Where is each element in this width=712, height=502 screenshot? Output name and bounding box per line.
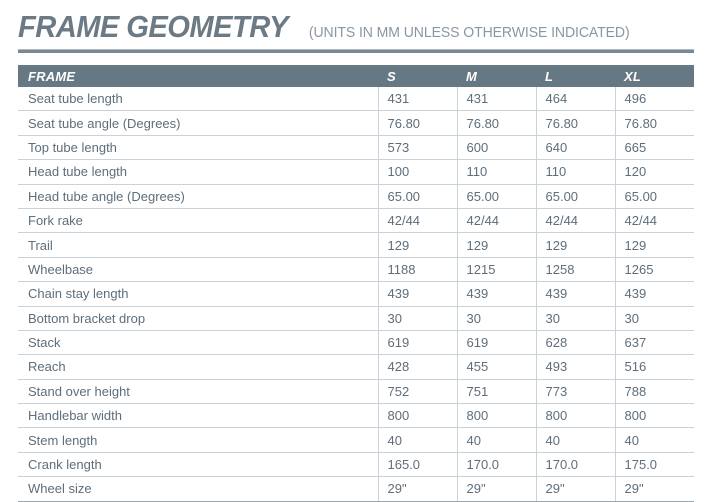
row-label: Seat tube length	[18, 87, 378, 111]
row-value: 40	[536, 428, 615, 452]
row-value: 619	[457, 330, 536, 354]
row-value: 76.80	[457, 111, 536, 135]
table-header	[18, 65, 694, 87]
row-value: 773	[536, 379, 615, 403]
row-value: 40	[615, 428, 694, 452]
table-row	[18, 111, 694, 135]
column-header-l: L	[545, 68, 554, 84]
row-label: Head tube angle (Degrees)	[18, 184, 378, 208]
table-row	[18, 184, 694, 208]
column-header-frame: FRAME	[28, 68, 76, 84]
row-value: 752	[378, 379, 457, 403]
row-value: 42/44	[457, 208, 536, 232]
row-value: 1258	[536, 257, 615, 281]
page-title-block	[18, 0, 694, 53]
row-value: 42/44	[378, 208, 457, 232]
row-label: Stem length	[18, 428, 378, 452]
row-label: Wheelbase	[18, 257, 378, 281]
row-label: Trail	[18, 233, 378, 257]
row-value: 464	[536, 87, 615, 111]
table-row	[18, 257, 694, 281]
row-label: Wheel size	[18, 477, 378, 501]
row-value: 165.0	[378, 452, 457, 476]
table-row	[18, 330, 694, 354]
row-value: 431	[457, 87, 536, 111]
table-row	[18, 452, 694, 476]
table-row	[18, 428, 694, 452]
row-value: 76.80	[378, 111, 457, 135]
row-value: 65.00	[615, 184, 694, 208]
row-value: 170.0	[536, 452, 615, 476]
row-value: 29"	[615, 477, 694, 501]
row-value: 665	[615, 135, 694, 159]
row-label: Top tube length	[18, 135, 378, 159]
row-value: 431	[378, 87, 457, 111]
row-value: 1215	[457, 257, 536, 281]
row-value: 100	[378, 160, 457, 184]
row-value: 42/44	[536, 208, 615, 232]
row-value: 439	[615, 282, 694, 306]
row-value: 29"	[536, 477, 615, 501]
table-row	[18, 477, 694, 501]
row-value: 439	[457, 282, 536, 306]
row-value: 640	[536, 135, 615, 159]
table-row	[18, 379, 694, 403]
table-row	[18, 306, 694, 330]
row-value: 110	[536, 160, 615, 184]
row-label: Head tube length	[18, 160, 378, 184]
row-value: 800	[615, 404, 694, 428]
row-value: 129	[457, 233, 536, 257]
page-title: FRAME GEOMETRY	[18, 9, 289, 44]
row-value: 65.00	[378, 184, 457, 208]
row-value: 40	[378, 428, 457, 452]
row-value: 76.80	[615, 111, 694, 135]
row-value: 30	[536, 306, 615, 330]
row-value: 439	[536, 282, 615, 306]
row-value: 637	[615, 330, 694, 354]
column-header-xl: XL	[624, 68, 642, 84]
row-value: 800	[536, 404, 615, 428]
row-label: Stand over height	[18, 379, 378, 403]
row-value: 493	[536, 355, 615, 379]
row-value: 455	[457, 355, 536, 379]
row-value: 170.0	[457, 452, 536, 476]
table-row	[18, 233, 694, 257]
row-value: 751	[457, 379, 536, 403]
row-value: 628	[536, 330, 615, 354]
row-value: 65.00	[536, 184, 615, 208]
table-row	[18, 355, 694, 379]
table-row	[18, 135, 694, 159]
row-value: 30	[457, 306, 536, 330]
row-value: 110	[457, 160, 536, 184]
row-label: Seat tube angle (Degrees)	[18, 111, 378, 135]
row-label: Chain stay length	[18, 282, 378, 306]
row-label: Crank length	[18, 452, 378, 476]
row-label: Handlebar width	[18, 404, 378, 428]
row-value: 129	[378, 233, 457, 257]
row-value: 788	[615, 379, 694, 403]
table-row	[18, 160, 694, 184]
row-value: 65.00	[457, 184, 536, 208]
row-label: Fork rake	[18, 208, 378, 232]
row-value: 29"	[378, 477, 457, 501]
row-value: 29"	[457, 477, 536, 501]
row-label: Stack	[18, 330, 378, 354]
row-value: 120	[615, 160, 694, 184]
table-body	[18, 87, 694, 501]
row-value: 40	[457, 428, 536, 452]
row-value: 496	[615, 87, 694, 111]
table-row	[18, 404, 694, 428]
row-value: 1265	[615, 257, 694, 281]
table-header-row	[18, 65, 694, 87]
row-value: 428	[378, 355, 457, 379]
column-header-s: S	[387, 68, 396, 84]
row-value: 30	[378, 306, 457, 330]
row-label: Bottom bracket drop	[18, 306, 378, 330]
title-divider	[18, 49, 694, 53]
row-value: 600	[457, 135, 536, 159]
row-value: 30	[615, 306, 694, 330]
frame-geometry-table	[18, 65, 694, 502]
row-value: 175.0	[615, 452, 694, 476]
table-row	[18, 208, 694, 232]
column-header-m: M	[466, 68, 478, 84]
row-value: 439	[378, 282, 457, 306]
table-row	[18, 87, 694, 111]
row-value: 129	[615, 233, 694, 257]
row-value: 129	[536, 233, 615, 257]
row-value: 1188	[378, 257, 457, 281]
table-row	[18, 282, 694, 306]
row-value: 42/44	[615, 208, 694, 232]
row-label: Reach	[18, 355, 378, 379]
row-value: 516	[615, 355, 694, 379]
page-subtitle: (UNITS IN MM UNLESS OTHERWISE INDICATED)	[309, 25, 630, 41]
row-value: 619	[378, 330, 457, 354]
row-value: 800	[457, 404, 536, 428]
row-value: 800	[378, 404, 457, 428]
row-value: 76.80	[536, 111, 615, 135]
row-value: 573	[378, 135, 457, 159]
